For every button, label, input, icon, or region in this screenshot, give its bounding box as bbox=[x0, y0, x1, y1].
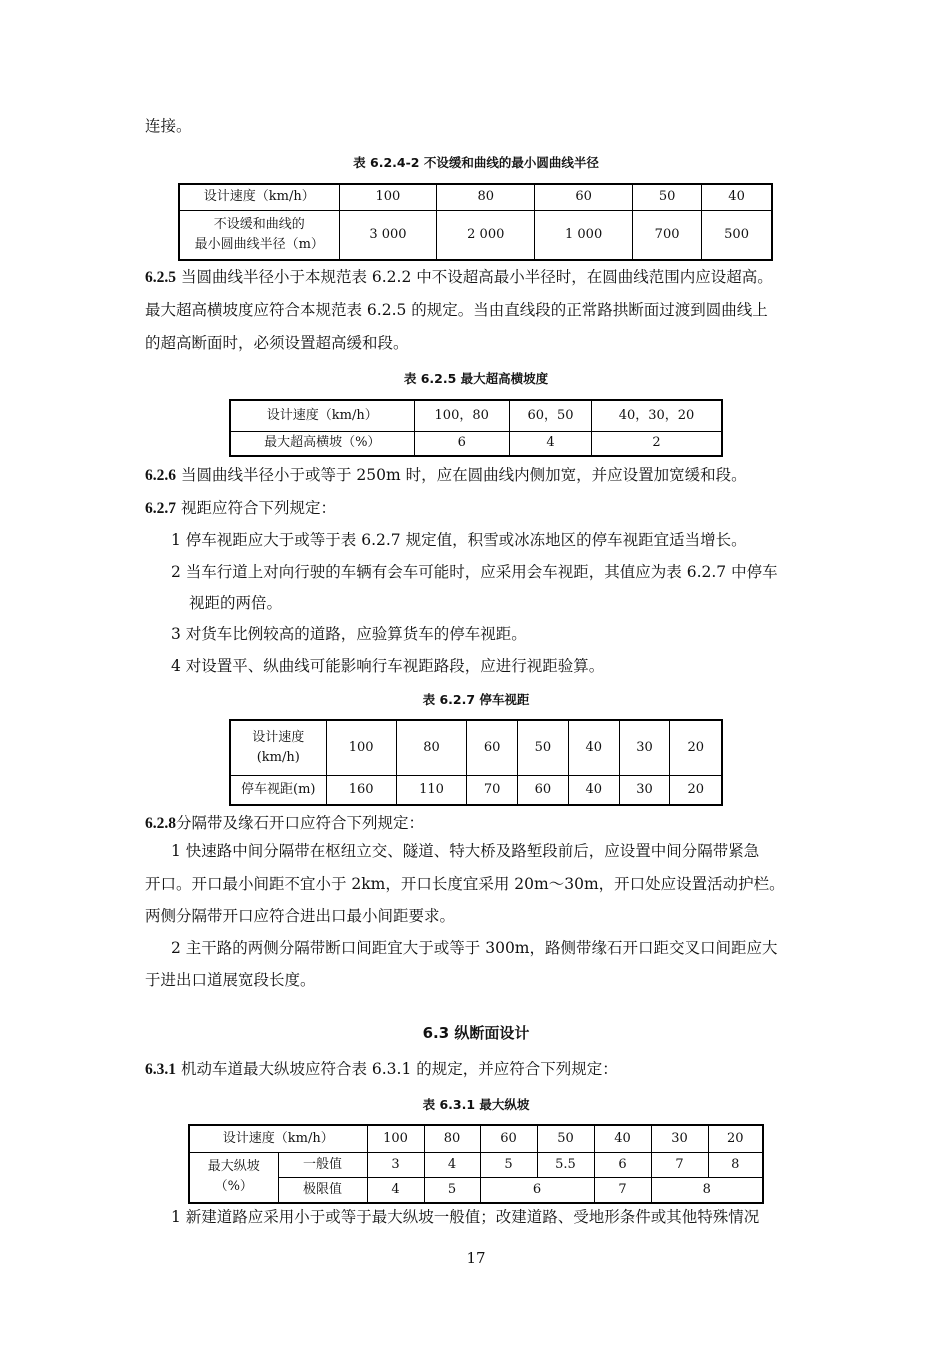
list-item: 1 新建道路应采用小于或等于最大纵坡一般值；改建道路、受地形条件或其他特殊情况 bbox=[171, 1208, 760, 1226]
table-cell: 5 bbox=[424, 1177, 480, 1203]
table-row bbox=[230, 720, 722, 775]
table-cell: 8 bbox=[708, 1152, 763, 1177]
table-cell: 4 bbox=[424, 1152, 480, 1177]
table-cell: 5.5 bbox=[537, 1152, 594, 1177]
table-cell: 极限值 bbox=[278, 1177, 367, 1203]
table-cell: 160 bbox=[326, 775, 396, 805]
table-caption-6-2-4-2: 表 6.2.4-2 不设缓和曲线的最小圆曲线半径 bbox=[353, 155, 599, 170]
section-number: 6.2.6 bbox=[145, 467, 176, 484]
table-cell: 20 bbox=[670, 720, 722, 775]
table-header-cell bbox=[179, 210, 339, 260]
section-number: 6.3.1 bbox=[145, 1061, 176, 1078]
table-6-3-1 bbox=[188, 1124, 764, 1204]
table-cell: 30 bbox=[651, 1125, 708, 1152]
table-cell: 3 000 bbox=[339, 210, 437, 260]
table-cell: 80 bbox=[437, 184, 535, 210]
paragraph-6-2-8 bbox=[145, 813, 424, 834]
cell-text: （%） bbox=[214, 1179, 253, 1195]
text-line: 两侧分隔带开口应符合进出口最小间距要求。 bbox=[145, 907, 456, 925]
table-cell: 80 bbox=[424, 1125, 480, 1152]
paragraph-6-2-7 bbox=[145, 498, 336, 519]
section-number: 6.2.7 bbox=[145, 500, 176, 517]
table-header-cell bbox=[230, 720, 326, 775]
table-cell: 8 bbox=[651, 1177, 763, 1203]
text-line: 连接。 bbox=[145, 117, 192, 135]
table-cell: 30 bbox=[619, 775, 670, 805]
table-caption-6-2-5: 表 6.2.5 最大超高横坡度 bbox=[403, 371, 549, 386]
table-cell: 40，30，20 bbox=[592, 400, 722, 431]
table-cell: 4 bbox=[367, 1177, 424, 1203]
table-cell: 设计速度（km/h） bbox=[230, 400, 414, 431]
paragraph-6-2-5-line-1 bbox=[145, 267, 773, 288]
table-header-cell bbox=[189, 1152, 278, 1203]
table-cell: 500 bbox=[702, 210, 772, 260]
table-cell: 60 bbox=[535, 184, 633, 210]
list-item-continuation: 视距的两倍。 bbox=[189, 594, 283, 612]
table-cell: 100 bbox=[339, 184, 437, 210]
cell-text: 不设缓和曲线的 bbox=[213, 216, 305, 232]
table-6-2-7 bbox=[229, 719, 723, 806]
table-cell: 5 bbox=[480, 1152, 537, 1177]
list-item: 1 停车视距应大于或等于表 6.2.7 规定值，积雪或冰冻地区的停车视距宜适当增长。 bbox=[171, 531, 747, 549]
table-cell: 40 bbox=[702, 184, 772, 210]
table-row bbox=[189, 1152, 763, 1177]
table-cell: 40 bbox=[568, 720, 619, 775]
table-cell: 50 bbox=[518, 720, 569, 775]
cell-text: 设计速度 bbox=[252, 729, 305, 745]
paragraph-6-3-1 bbox=[145, 1059, 618, 1080]
section-number: 6.2.8 bbox=[145, 815, 176, 832]
table-cell: 最大超高横坡（%） bbox=[230, 431, 414, 456]
table-caption-6-2-7: 表 6.2.7 停车视距 bbox=[422, 692, 530, 707]
table-cell: 一般值 bbox=[278, 1152, 367, 1177]
section-heading-6-3: 6.3 纵断面设计 bbox=[422, 1024, 530, 1042]
table-cell: 1 000 bbox=[535, 210, 633, 260]
table-cell: 70 bbox=[467, 775, 518, 805]
cell-text: 最大纵坡 bbox=[207, 1159, 260, 1175]
table-cell: 100，80 bbox=[414, 400, 509, 431]
table-cell: 20 bbox=[670, 775, 722, 805]
text: 分隔带及缘石开口应符合下列规定： bbox=[176, 814, 425, 832]
table-cell: 60 bbox=[467, 720, 518, 775]
table-cell: 40 bbox=[568, 775, 619, 805]
list-item: 3 对货车比例较高的道路，应验算货车的停车视距。 bbox=[171, 625, 527, 643]
table-cell: 110 bbox=[396, 775, 466, 805]
text-line: 最大超高横坡度应符合本规范表 6.2.5 的规定。当由直线段的正常路拱断面过渡到圆曲线上 bbox=[145, 301, 768, 319]
list-item: 2 主干路的两侧分隔带断口间距宜大于或等于 300m，路侧带缘石开口距交叉口间距应大 bbox=[171, 939, 778, 957]
text-line: 开口。开口最小间距不宜小于 2km，开口长度宜采用 20m～30m，开口处应设置活动护栏。 bbox=[145, 875, 785, 893]
table-cell: 6 bbox=[480, 1177, 594, 1203]
cell-text: (km/h) bbox=[256, 749, 300, 765]
table-row bbox=[179, 210, 772, 260]
cell-text: 最小圆曲线半径（m） bbox=[194, 236, 324, 252]
table-row bbox=[230, 400, 722, 431]
table-cell: 2 000 bbox=[437, 210, 535, 260]
table-cell: 60 bbox=[518, 775, 569, 805]
table-cell: 4 bbox=[509, 431, 591, 456]
section-number: 6.2.5 bbox=[145, 269, 176, 286]
table-cell: 20 bbox=[708, 1125, 763, 1152]
table-cell: 7 bbox=[594, 1177, 651, 1203]
table-cell: 停车视距(m) bbox=[230, 775, 326, 805]
table-cell: 50 bbox=[633, 184, 702, 210]
table-cell: 50 bbox=[537, 1125, 594, 1152]
table-cell: 80 bbox=[396, 720, 466, 775]
list-item: 2 当车行道上对向行驶的车辆有会车可能时，应采用会车视距，其值应为表 6.2.7 中停车 bbox=[171, 563, 778, 581]
table-cell: 设计速度（km/h） bbox=[189, 1125, 367, 1152]
page-number: 17 bbox=[466, 1249, 486, 1267]
table-cell: 60，50 bbox=[509, 400, 591, 431]
table-row bbox=[230, 775, 722, 805]
text: 当圆曲线半径小于或等于 250m 时，应在圆曲线内侧加宽，并应设置加宽缓和段。 bbox=[180, 466, 747, 484]
table-row bbox=[230, 431, 722, 456]
text-line: 于进出口道展宽段长度。 bbox=[145, 971, 316, 989]
table-cell: 6 bbox=[414, 431, 509, 456]
table-row bbox=[179, 184, 772, 210]
table-cell: 设计速度（km/h） bbox=[179, 184, 339, 210]
table-cell: 100 bbox=[367, 1125, 424, 1152]
table-cell: 100 bbox=[326, 720, 396, 775]
text: 机动车道最大纵坡应符合表 6.3.1 的规定，并应符合下列规定： bbox=[180, 1060, 618, 1078]
table-cell: 30 bbox=[619, 720, 670, 775]
text-line: 的超高断面时，必须设置超高缓和段。 bbox=[145, 334, 409, 352]
table-row bbox=[189, 1125, 763, 1152]
table-6-2-5 bbox=[229, 399, 723, 457]
table-cell: 3 bbox=[367, 1152, 424, 1177]
list-item: 4 对设置平、纵曲线可能影响行车视距路段，应进行视距验算。 bbox=[171, 657, 605, 675]
table-cell: 40 bbox=[594, 1125, 651, 1152]
table-6-2-4-2 bbox=[178, 183, 773, 261]
text: 视距应符合下列规定： bbox=[180, 499, 336, 517]
table-cell: 2 bbox=[592, 431, 722, 456]
text: 当圆曲线半径小于本规范表 6.2.2 中不设超高最小半径时，在圆曲线范围内应设超高。 bbox=[180, 268, 773, 286]
table-cell: 60 bbox=[480, 1125, 537, 1152]
table-cell: 6 bbox=[594, 1152, 651, 1177]
table-caption-6-3-1: 表 6.3.1 最大纵坡 bbox=[422, 1097, 530, 1112]
list-item: 1 快速路中间分隔带在枢纽立交、隧道、特大桥及路堑段前后，应设置中间分隔带紧急 bbox=[171, 842, 760, 860]
table-cell: 700 bbox=[633, 210, 702, 260]
paragraph-6-2-6 bbox=[145, 465, 747, 486]
table-cell: 7 bbox=[651, 1152, 708, 1177]
